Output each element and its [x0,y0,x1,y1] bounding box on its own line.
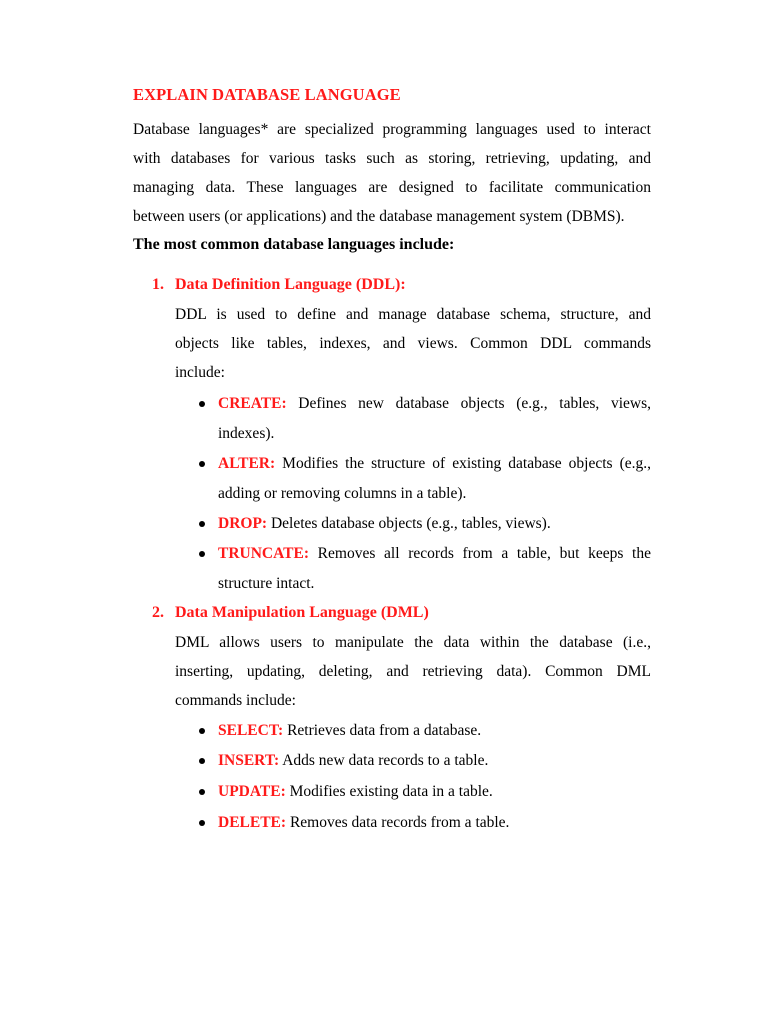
list-item-drop [199,509,651,539]
list-item-create [199,389,651,449]
section-line: inserting, updating, deleting, and retrieving data). Common DML [175,663,651,680]
section-line: include: [175,364,225,381]
list-item-select [199,716,651,746]
command-term: DROP: [218,515,268,532]
list-item-delete [199,808,651,838]
bullet-icon [199,728,205,734]
bullet-icon [199,551,205,557]
command-description: Modifies the structure of existing database objects (e.g., [275,455,651,472]
command-description: Defines new database objects (e.g., tables, views, [286,395,651,412]
section-paragraph-ddl [175,300,651,387]
command-description: Adds new data records to a table. [279,752,489,769]
bullet-icon [199,521,205,527]
command-description: Modifies existing data in a table. [285,783,493,800]
intro-line: Database languages* are specialized programming languages used to interact [133,121,651,138]
command-description: Removes all records from a table, but keeps the [309,545,651,562]
bullet-icon [199,461,205,467]
section-paragraph-dml [175,628,651,715]
section-heading-ddl [152,276,406,294]
section-number: 2. [152,604,164,621]
bullet-icon [199,820,205,826]
list-item-update [199,777,651,807]
intro-line: with databases for various tasks such as storing, retrieving, updating, and [133,150,651,167]
command-term: SELECT: [218,722,284,739]
section-line: DDL is used to define and manage database schema, structure, and [175,306,651,323]
command-term: UPDATE: [218,783,286,800]
command-description: Removes data records from a table. [286,814,510,831]
command-description: Retrieves data from a database. [283,722,482,739]
list-item-insert [199,746,651,776]
intro-paragraph [133,115,651,231]
command-term: CREATE: [218,395,287,412]
command-description: indexes). [218,425,275,442]
section-line: commands include: [175,692,296,709]
section-number: 1. [152,276,164,293]
command-term: ALTER: [218,455,276,472]
command-term: TRUNCATE: [218,545,309,562]
command-term: DELETE: [218,814,287,831]
command-term: INSERT: [218,752,280,769]
page-title: EXPLAIN DATABASE LANGUAGE [133,85,401,104]
command-description: adding or removing columns in a table). [218,485,467,502]
list-item-alter [199,449,651,509]
section-line: DML allows users to manipulate the data within the database (i.e., [175,634,651,651]
command-description: Deletes database objects (e.g., tables, views). [267,515,551,532]
bullet-icon [199,789,205,795]
intro-line: managing data. These languages are designed to facilitate communication [133,179,651,196]
lead-sentence: The most common database languages include: [133,236,455,253]
command-description: structure intact. [218,575,315,592]
section-title: Data Definition Language (DDL): [175,276,406,293]
list-item-truncate [199,539,651,599]
section-line: objects like tables, indexes, and views. Common DDL commands [175,335,651,352]
bullet-icon [199,758,205,764]
section-title: Data Manipulation Language (DML) [175,604,429,621]
section-heading-dml [152,604,429,622]
intro-line: between users (or applications) and the database management system (DBMS). [133,208,625,225]
bullet-icon [199,401,205,407]
